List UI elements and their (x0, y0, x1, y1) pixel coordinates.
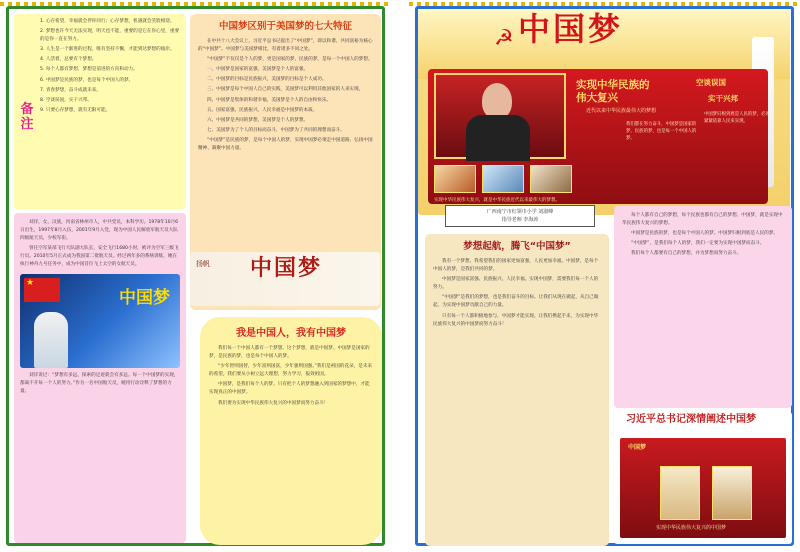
xi-dream-photo-tag: 中国梦 (628, 444, 647, 451)
xi-dream-banner-photo (620, 438, 786, 538)
my-dream-paragraph: 我们每一个中国人都有一个梦想。这个梦想，就是中国梦。中国梦是国家的梦，是民族的梦，也是每个中国人的梦。 (209, 346, 370, 360)
hero-caption: 实现中华民族伟大复兴，就是中华民族近代以来最伟大的梦想。 (434, 198, 560, 203)
traits-paragraph: 三、中国梦是每个中国人自己的实践，美国梦可以利用其他国家的人来实现。 (207, 87, 364, 93)
astronaut-photo-text: 中国梦 (119, 287, 170, 308)
book-image (660, 466, 700, 520)
bio-paragraph: 刘洋，女，汉族，河南省林州市人，中共党员，本科学历。1978年10月6日出生，1997年8月入伍，2001年9月入党，现为中国人民解放军航天员大队四级航天员，少校军衔。 (20, 220, 179, 242)
right-page (409, 0, 800, 552)
rising-dream-title: 梦想起航，腾飞“中国梦” (463, 241, 571, 252)
page-gutter (391, 0, 409, 552)
hero-thumbnails (434, 165, 572, 193)
bio-quote: 刘洋说过：“梦想有多远，探索的足迹就会有多远。每一个中国梦的实现，都离不开每一个人的努力。”作为一名中国航天员，她用行动诠释了梦想的力量。 (20, 372, 179, 394)
traits-paragraph: 七、美国梦为了个人的目标而奋斗，中国梦为了共同的理想而奋斗。 (207, 127, 345, 133)
note-item: 9. 只要心存梦想，就有无限可能。 (40, 107, 111, 113)
my-dream-paragraph: 中国梦，是我们每个人的梦。只有把个人的梦想融入到国家的梦想中，才能实现真正的中国梦。 (209, 382, 370, 396)
xi-dream-banner (614, 412, 792, 544)
rising-paragraph: “中国梦”是我们的梦想，也是我们奋斗的目标。让我们从现在做起，从自己做起，为实现中国梦贡献自己的力量。 (433, 295, 599, 309)
credit-line: 指导老师 李海涛 (501, 217, 539, 223)
note-item: 8. 空谈误国，实干兴邦。 (40, 97, 92, 103)
traits-paragraph: 四、中国梦是集体的和谐幸福，美国梦是个人的自由和快乐。 (207, 97, 332, 103)
astronaut-bio-box (14, 213, 186, 543)
hero-body-2: 中国梦归根到底是人民的梦，必须紧紧依靠人民来实现。 (704, 112, 770, 124)
my-dream-paragraph: “少年智则国智，少年富则国富，少年强则国强。”我们是祖国的花朵，是未来的希望。我们要从小树立远大理想，努力学习，报效祖国。 (209, 364, 373, 378)
traits-paragraph: 二、中国梦的目标是民族振兴，美国梦的目标是个人成功。 (207, 77, 327, 83)
my-dream-title: 我是中国人，我有中国梦 (236, 328, 346, 339)
hero-title: 中国梦 (518, 10, 624, 48)
traits-paragraph: “中国梦”不仅仅是个人的梦，更是国家的梦、民族的梦，是每一个中国人的梦想。 (207, 57, 373, 63)
party-emblem-icon: ☭ (494, 26, 514, 51)
note-item: 7. 青春梦想，奋斗成就未来。 (40, 87, 101, 93)
hero-body: 我们都在努力奋斗，中国梦是国家的梦，民族的梦，也是每一个中国人的梦。 (626, 122, 697, 141)
traits-paragraph: 一、中国梦是国家的富强，美国梦是个人的富强。 (207, 67, 309, 73)
hero-slogan-line2: 伟大复兴 (576, 92, 618, 104)
note-item: 2. 梦想也许今天无法实现，明天也不能，重要的是它在你心里，重要的是你一直在努力。 (40, 29, 180, 43)
my-dream-box (200, 317, 382, 545)
thumbnail-image (434, 165, 476, 193)
traits-paragraph: “中国梦”是民族的梦，是每个中国人的梦，实现中国梦必须走中国道路、弘扬中国精神、凝聚中国力量。 (198, 137, 373, 152)
rising-paragraph: 中国梦是国家富强、民族振兴、人民幸福。实现中国梦，需要我们每一个人的努力。 (433, 277, 599, 291)
credit-box (445, 205, 595, 227)
hero-subtitle: 近代以来中华民族最伟大的梦想 (586, 108, 657, 114)
portrait-face (482, 83, 512, 119)
thumbnail-image (482, 165, 524, 193)
book-image (712, 466, 752, 520)
sailing-banner-small: 扬帆 (196, 260, 210, 268)
china-dream-hero (418, 9, 790, 215)
bio-paragraph: 曾任空军某部飞行大队副大队长，安全飞行1680小时，被评为空军三级飞行员。2010年5月正式成为我国第二批航天员。经过两年多的系统训练，她在执行神舟九号任务中，成为中国首位飞上太空的女航天员。 (20, 246, 179, 268)
portrait-suit (466, 115, 530, 161)
right-text-paragraph: 我们每个人都要有自己的梦想，并为梦想而努力奋斗。 (631, 251, 742, 257)
my-dream-paragraph: 我们要为实现中华民族伟大复兴的中国梦而努力奋斗！ (218, 400, 329, 406)
note-item: 1. 心存希望，幸福就会伴你同行；心存梦想，机遇就会笑脸相迎。 (40, 19, 175, 24)
sailing-banner-title: 中国梦 (250, 255, 323, 281)
traits-paragraph: 在中共十八大会议上，习近平总书记提出了“中国梦”，即以和谐、共同富裕为核心的“中国梦”。中国梦与美国梦相比，有着诸多不同之处。 (198, 39, 373, 53)
hero-slogan-line1: 实现中华民族的 (576, 79, 650, 91)
right-text-paragraph: 每个人都有自己的梦想，每个民族也都有自己的梦想。中国梦，就是实现中华民族伟大复兴的梦想。 (622, 213, 783, 227)
star-icon: ★ (26, 277, 35, 288)
notes-box (14, 14, 186, 209)
astronaut-figure (34, 312, 68, 368)
traits-paragraph: 五、国家富强、民族振兴、人民幸福是中国梦的本质。 (207, 107, 318, 113)
xi-dream-photo-caption: 实现中华民族伟大复兴的中国梦 (656, 525, 727, 531)
note-item: 5. 每个人都有梦想，梦想是前进的方向和动力。 (40, 67, 138, 73)
right-text-paragraph: “中国梦”，是我们每个人的梦，我们一定要为实现中国梦而奋斗。 (631, 241, 765, 247)
traits-paragraph: 六、中国梦是共同的梦想，美国梦是个人的梦想。 (207, 117, 309, 123)
thumbnail-image (530, 165, 572, 193)
credit-line: 广西南宁市红领巾小学 刘淑峰 (486, 209, 554, 215)
left-page (0, 0, 391, 552)
hero-right-line2: 实干兴邦 (708, 94, 738, 103)
hero-right-line1: 空谈误国 (696, 78, 726, 87)
rising-paragraph: 我有一个梦想，我希望我们的国家更加富强，人民更加幸福。中国梦，是每个中国人的梦，是我们共同的梦。 (433, 259, 599, 273)
note-item: 3. 人生是一个渐进的过程，唯有坚持不懈，才能到达梦想的彼岸。 (40, 47, 175, 53)
rising-paragraph: 只有每一个人都积极地参与，中国梦才能实现。让我们携起手来，为实现中华民族伟大复兴的中国梦而努力奋斗！ (433, 313, 599, 327)
hero-slogan (576, 79, 650, 105)
sailing-banner (190, 252, 380, 306)
note-item: 4. 人活着，总要有个梦想。 (40, 57, 97, 63)
xi-dream-banner-title: 习近平总书记深情阐述中国梦 (626, 414, 756, 425)
right-text-paragraph: 中国梦是民族的梦，也是每个中国人的梦。中国梦归根到底是人民的梦。 (631, 231, 779, 237)
leader-portrait (434, 73, 566, 159)
notes-tag: 备注 (20, 102, 34, 132)
right-text-box (614, 206, 792, 408)
astronaut-photo (20, 274, 180, 368)
rising-dream-box (425, 234, 609, 546)
note-item: 6. 中国梦是民族的梦，也是每个中国人的梦。 (40, 77, 134, 83)
traits-title: 中国梦区别于美国梦的七大特征 (218, 21, 352, 32)
